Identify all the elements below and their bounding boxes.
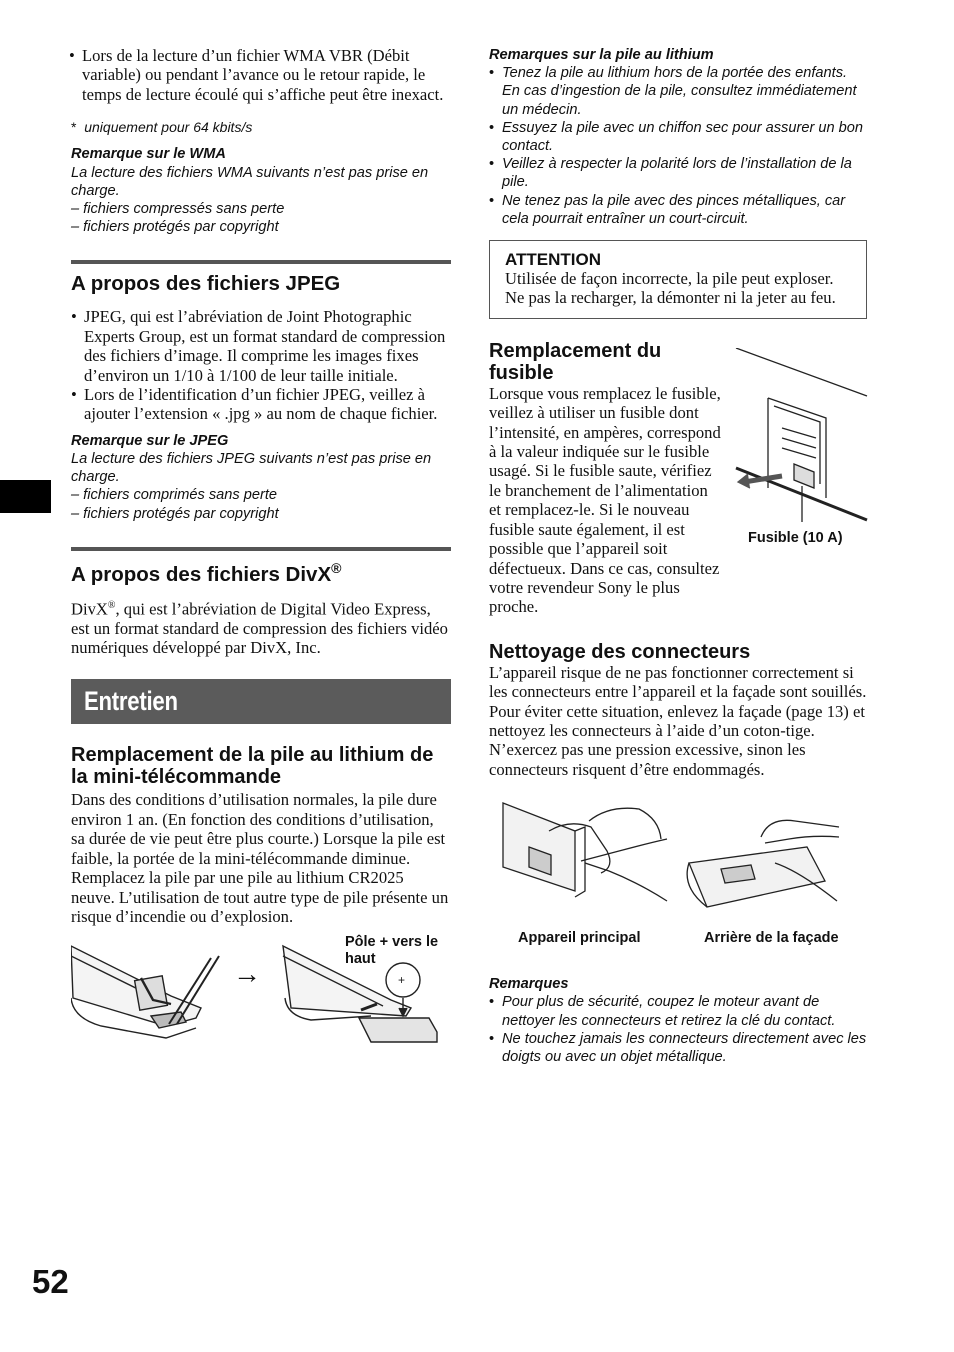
wma-bullet-list: [69, 46, 451, 104]
battery-body: Dans des conditions d’utilisation normales, la pile dure environ 1 an. (En fonction des conditions d’utilisation, sa durée de vie peut être plus courte.) Lorsque la pile est faible, la portée de la mini-télécommande diminue. Remplacez la pile par une pile au lithium CR2025 neuve. L’utilisation de tout autre type de pile présente un risque d’incendie ou d’explosion.: [71, 790, 449, 926]
wma-note: [71, 145, 451, 236]
lithium-note-list: [489, 64, 867, 228]
fuse-section: [489, 340, 867, 617]
wma-note-title: Remarque sur le WMA: [71, 146, 226, 163]
faceplate-caption: Arrière de la façade: [704, 930, 839, 947]
footnote-text: uniquement pour 64 kbits/s: [84, 119, 253, 136]
section-banner: [71, 679, 451, 724]
arrow-icon: →: [233, 958, 261, 990]
attention-title: ATTENTION: [505, 250, 602, 270]
divx-body: [71, 596, 451, 658]
list-item: • Pour plus de sécurité, coupez le moteur avant de nettoyer les connecteurs et retirez la clé du contact.: [489, 993, 867, 1029]
attention-box: [489, 240, 867, 319]
list-item: • JPEG, qui est l’abréviation de Joint Photographic Experts Group, est un format standard de compression des fichiers d’image. Il comprime les images fixes d’environ un 1/10 à 1/100 de leur taille initiale.: [71, 307, 451, 385]
left-column: [71, 46, 451, 1048]
connectors-figure: [489, 791, 867, 971]
jpeg-note-line: La lecture des fichiers JPEG suivants n’est pas prise en charge.: [71, 451, 432, 486]
registered-mark: ®: [331, 559, 342, 576]
wma-note-line: La lecture des fichiers WMA suivants n’est pas prise en charge.: [71, 164, 429, 199]
remarks-title: Remarques: [489, 976, 569, 993]
battery-heading: Remplacement de la pile au lithium de la mini-télécommande: [71, 744, 434, 789]
connectors-illustration: [489, 791, 867, 926]
fuse-body: Lorsque vous remplacez le fusible, veillez à utiliser un fusible dont l’intensité, en ampères, correspond à la valeur indiquée sur le fusible usagé. Si le fusible saute, vérifiez le branchement de l’alimentation et remplacez-le. Si le nouveau fusible saute également, il est possible que l’appareil soit défectueux. Dans ce cas, consultez votre revendeur Sony le plus proche.: [489, 383, 721, 617]
remarks-note: [489, 975, 867, 1066]
fuse-heading: Remplacement du fusible: [489, 339, 662, 384]
pole-label: Pôle + vers le haut: [345, 934, 439, 968]
registered-mark: ®: [107, 599, 116, 611]
list-item: • Lors de la lecture d’un fichier WMA VBR (Débit variable) ou pendant l’avance ou le retour rapide, le temps de lecture écoulé qui s’affiche peut être inexact.: [69, 46, 451, 104]
jpeg-note-title: Remarque sur le JPEG: [71, 432, 229, 449]
list-item: • Ne tenez pas la pile avec des pinces métalliques, car cela pourrait entraîner un court-circuit.: [489, 192, 867, 228]
right-column: [489, 46, 867, 1066]
jpeg-heading: A propos des fichiers JPEG: [71, 272, 341, 296]
chapter-tab-marker: [0, 480, 51, 513]
divx-body-rest: , qui est l’abréviation de Digital Video Express, est un format standard de compression des fichiers vidéo numériques développé par DivX, Inc.: [71, 599, 448, 658]
lithium-note-title: Remarques sur la pile au lithium: [489, 47, 714, 63]
list-item: • Tenez la pile au lithium hors de la portée des enfants. En cas d’ingestion de la pile, consultez immédiatement un médecin.: [489, 64, 867, 119]
list-item: • Lors de l’identification d’un fichier JPEG, veillez à ajouter l’extension « .jpg » au nom de chaque fichier.: [71, 385, 451, 424]
fuse-figure: [734, 348, 869, 558]
footnote-mark: *: [71, 119, 77, 136]
section-rule: [71, 547, 451, 551]
list-item: • Essuyez la pile avec un chiffon sec pour assurer un bon contact.: [489, 119, 867, 155]
section-rule: [71, 260, 451, 264]
banner-title: Entretien: [84, 686, 178, 717]
divx-heading-text: A propos des fichiers DivX: [71, 562, 332, 586]
connectors-body: L’appareil risque de ne pas fonctionner correctement si les connecteurs entre l’appareil et la façade sont souillés. Pour éviter cette situation, enlevez la façade (page 13) et nettoyez les connecteurs à l’aide d’un coton-tige. N’exercez pas une pression excessive, sinon les connecteurs risquent d’être endommagés.: [489, 662, 867, 779]
attention-body: Utilisée de façon incorrecte, la pile peut exploser. Ne pas la recharger, la démonter ni la jeter au feu.: [505, 269, 836, 308]
main-unit-caption: Appareil principal: [518, 930, 641, 947]
jpeg-note: [71, 432, 451, 523]
connectors-heading: Nettoyage des connecteurs: [489, 640, 751, 663]
lithium-note: [489, 46, 867, 228]
jpeg-note-line: – fichiers comprimés sans perte: [71, 487, 278, 504]
svg-text:+: +: [398, 973, 406, 988]
list-item: • Veillez à respecter la polarité lors de l’installation de la pile.: [489, 155, 867, 191]
jpeg-bullet-list: [71, 307, 451, 423]
wma-note-line: – fichiers protégés par copyright: [71, 219, 279, 236]
list-item: • Ne touchez jamais les connecteurs directement avec les doigts ou avec un objet métallique.: [489, 1030, 867, 1066]
page-number: 52: [32, 1263, 69, 1300]
remarks-list: [489, 993, 867, 1066]
battery-figure: [71, 934, 451, 1048]
wma-note-line: – fichiers compressés sans perte: [71, 201, 285, 218]
jpeg-note-line: – fichiers protégés par copyright: [71, 505, 279, 522]
divx-body-start: DivX: [71, 599, 108, 619]
fuse-illustration: [734, 348, 869, 523]
divx-heading: [71, 557, 451, 586]
footnote: [71, 118, 451, 136]
fuse-label: Fusible (10 A): [748, 529, 843, 546]
